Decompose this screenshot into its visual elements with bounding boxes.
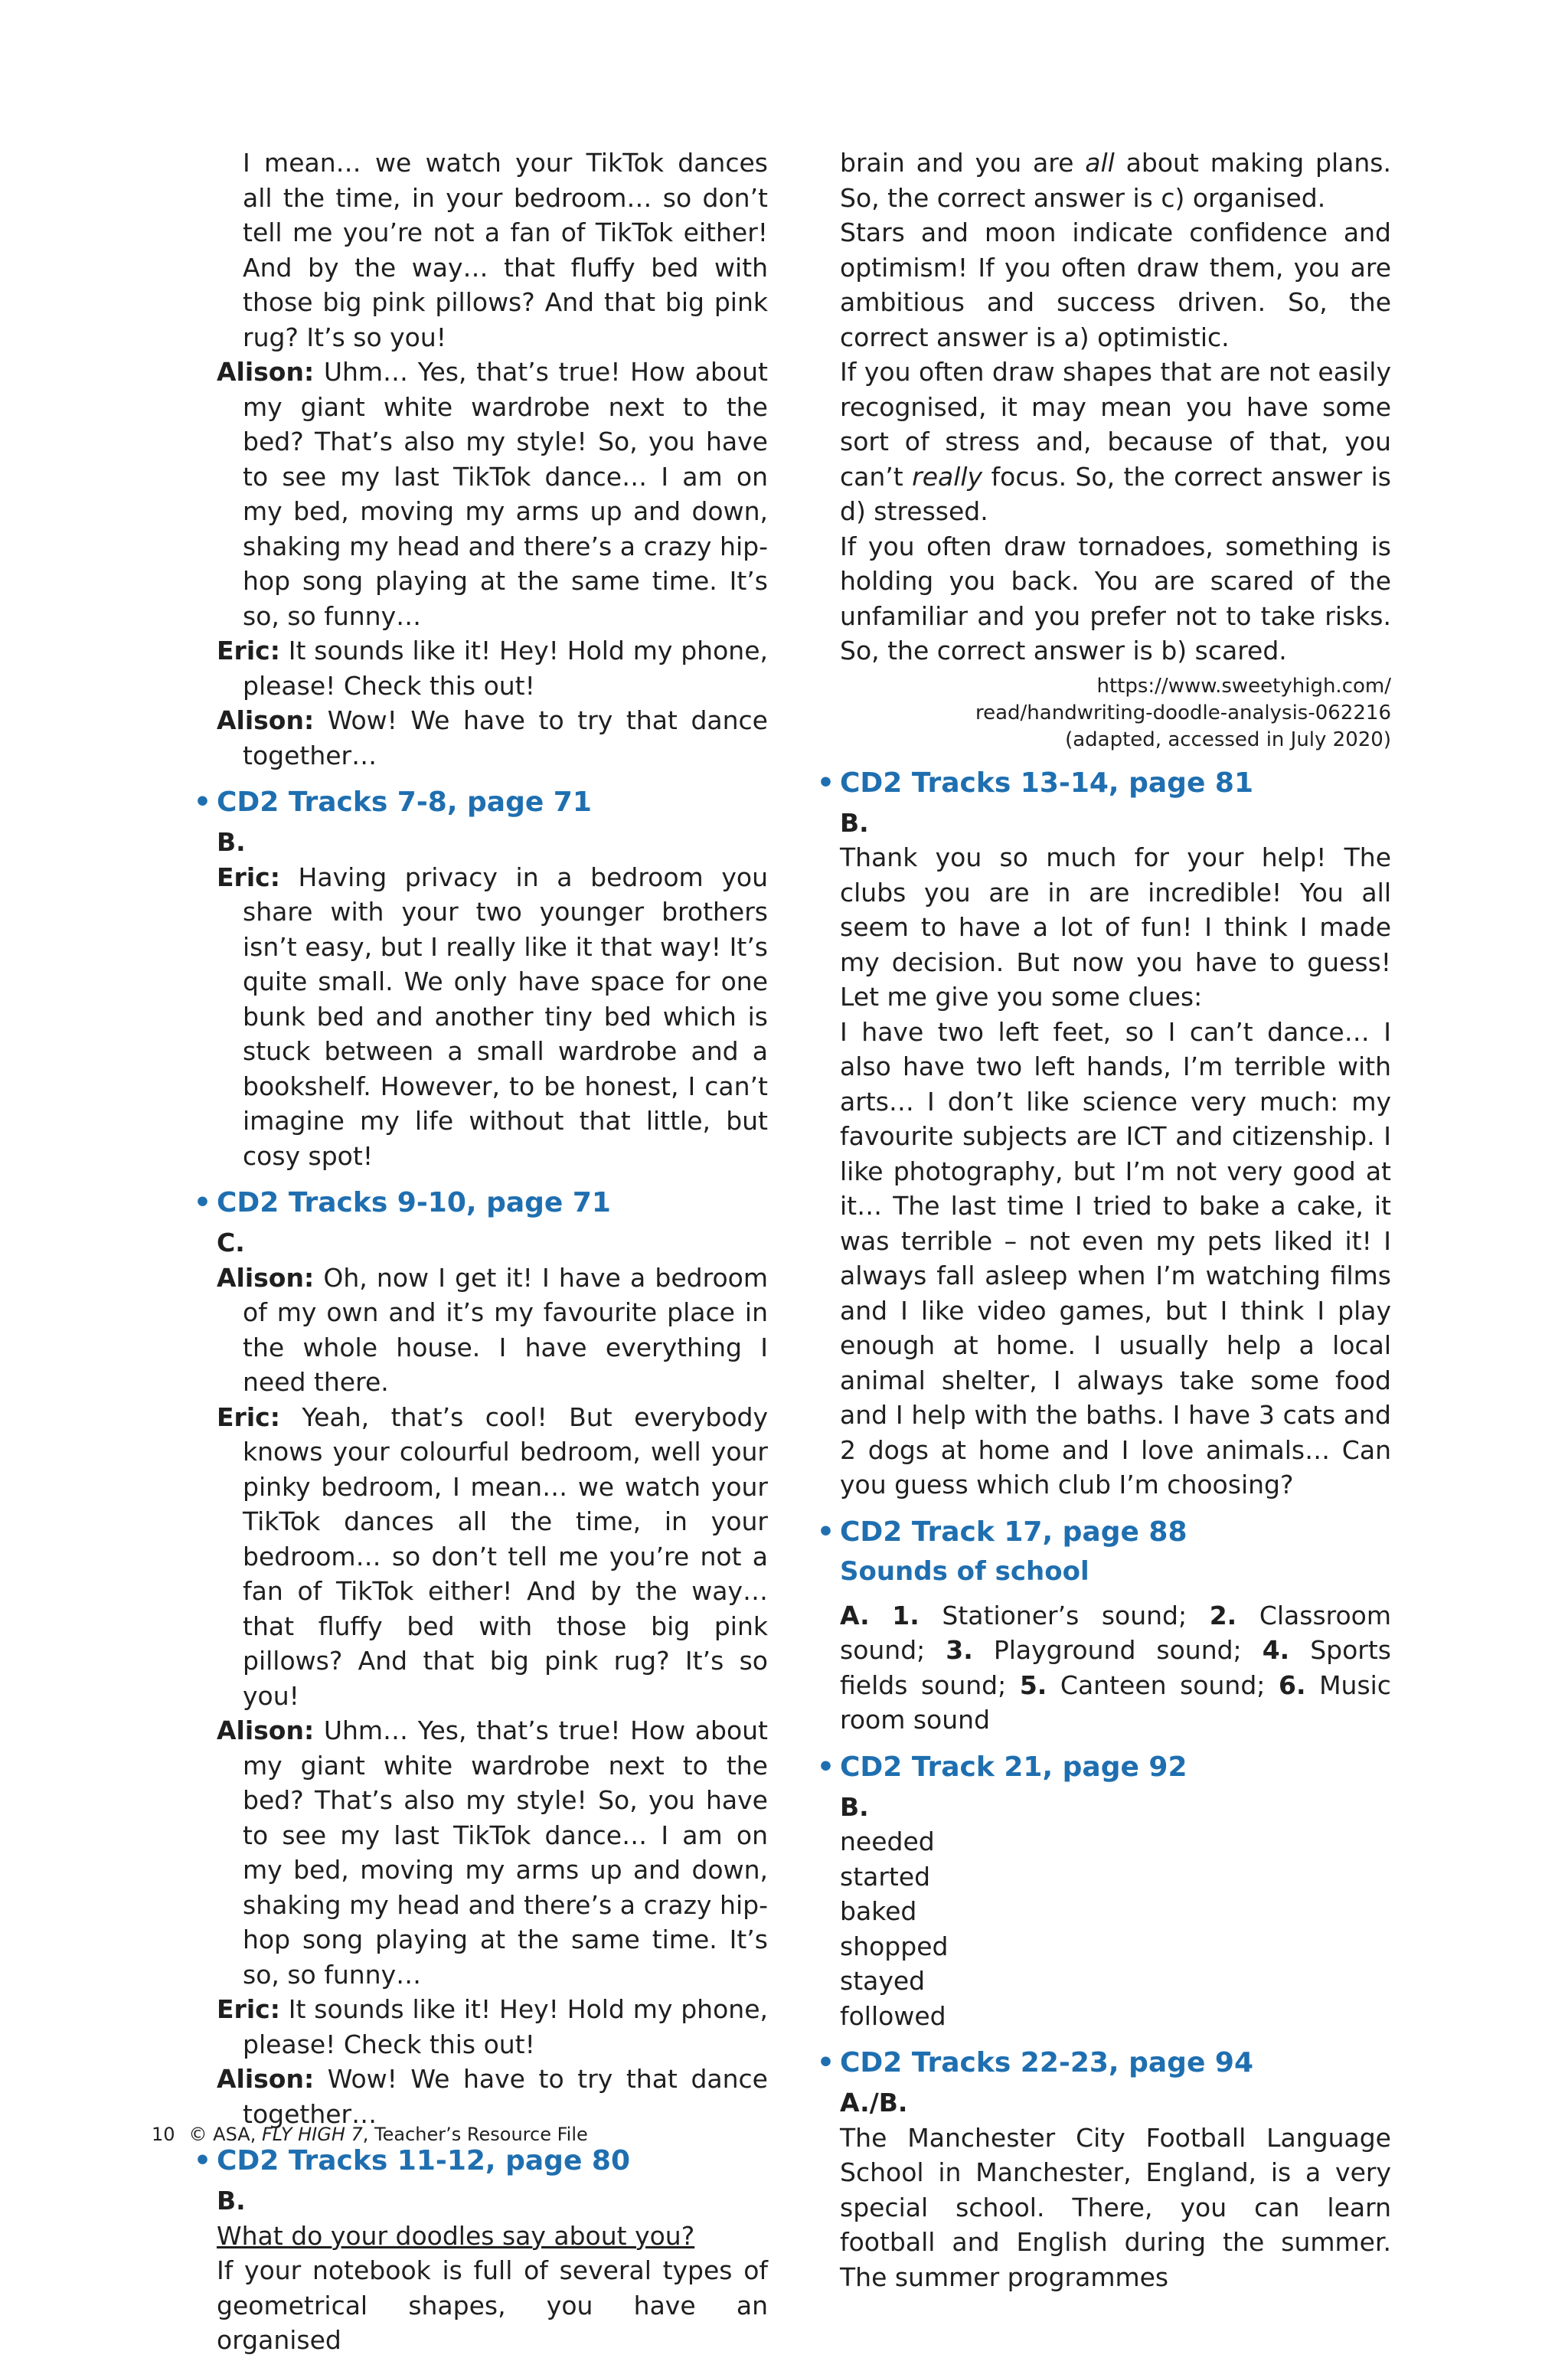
article-paragraph — [840, 355, 1391, 529]
text-run: brain and you are — [840, 148, 1086, 178]
item-text: Playground sound; — [993, 1635, 1242, 1665]
word-list — [840, 1824, 1391, 2033]
exercise-label: B. — [217, 2186, 246, 2216]
exercise-label: B. — [840, 1791, 869, 1822]
transcript-paragraph: I have two left feet, so I can’t dance… I also have two left hands, I’m terrible with arts… I don’t like science very much: my favourite subjects are ICT and citizenship. I like photography, but I’m not very good at it… The last time I tried to bake a cake, it was terrible – not even my pets liked it! I always fall asleep when I’m watching films and I like video games, but I think I play enough at home. I usually help a local animal shelter, I always take some food and I help with the baths. I have 3 cats and 2 dogs at home and I love animals… Can you guess which club I’m choosing? — [840, 1016, 1391, 1500]
section-heading-text: CD2 Tracks 22-23, page 94 — [840, 2047, 1253, 2078]
item-number: 3. — [946, 1635, 973, 1665]
speaker-name: Alison: — [217, 705, 315, 735]
article-title: What do your doodles say about you? — [217, 2220, 695, 2251]
source-url: https://www.sweetyhigh.com/ — [1096, 674, 1391, 698]
list-item: shopped — [840, 1931, 949, 1961]
bullet-icon: • — [817, 2047, 835, 2078]
section-heading — [817, 764, 1391, 803]
dialogue-text: Wow! We have to try that dance together… — [243, 705, 768, 770]
footer-suffix: , Teacher’s Resource File — [362, 2124, 588, 2145]
list-item: baked — [840, 1896, 917, 1926]
item-number: 5. — [1019, 1670, 1047, 1700]
exercise-label: A./B. — [840, 2088, 908, 2118]
section-heading-text: CD2 Track 17, page 88 — [840, 1516, 1187, 1548]
dialogue-text: Yeah, that’s cool! But everybody knows your colourful bedroom, well your pinky bedroom, I mean… we watch your TikTok dances all the time, in your bedroom… so don’t tell me you’re not a fan of TikTok either! And by the way… that fluffy bed with those big pink pillows? And that big pink rug? It’s so you! — [243, 1401, 768, 1711]
bullet-icon: • — [817, 767, 835, 799]
section-heading — [194, 1184, 768, 1222]
dialogue-text: Uhm… Yes, that’s true! How about my giant white wardrobe next to the bed? That’s also my style! So, you have to see my last TikTok dance… I am on my bed, moving my arms up and down, shaking my head and there’s a crazy hip-hop song playing at the same time. It’s so, so funny… — [243, 1715, 768, 1990]
section-heading-text: CD2 Tracks 13-14, page 81 — [840, 767, 1253, 799]
transcript-paragraph: The Manchester City Football Language School in Manchester, England, is a very special school. There, you can learn football and English during the summer. The summer programmes — [840, 2122, 1391, 2292]
dialogue-text: It sounds like it! Hey! Hold my phone, please! Check this out! — [243, 1994, 768, 2059]
dialogue-line — [217, 633, 768, 703]
dialogue-line — [217, 355, 768, 633]
speaker-name: Eric: — [217, 636, 280, 666]
dialogue-line — [217, 1261, 768, 1400]
speaker-name: Alison: — [217, 357, 315, 387]
item-number: 6. — [1278, 1670, 1306, 1700]
emphasis-text: all — [1085, 148, 1115, 178]
bullet-icon: • — [817, 1751, 835, 1783]
text-run: If you often draw shapes that are not easily recognised, it may mean you have some sort of stress and, because of that, you can’t — [840, 357, 1391, 492]
section-subheading: Sounds of school — [840, 1555, 1089, 1587]
list-item: started — [840, 1861, 931, 1892]
left-column — [194, 146, 768, 2358]
exercise-label: B. — [840, 807, 869, 838]
dialogue-continuation: I mean… we watch your TikTok dances all the time, in your bedroom… so don’t tell me you’re not a fan of TikTok either! And by the way… that fluffy bed with those big pink pillows? And that big pink rug? It’s so you! — [243, 148, 768, 352]
dialogue-line — [217, 1400, 768, 1714]
source-note: (adapted, accessed in July 2020) — [1065, 728, 1391, 751]
text-run: about making plans. So, the correct answer is c) organised. — [840, 148, 1391, 213]
bullet-icon: • — [194, 787, 212, 818]
dialogue-text: Oh, now I get it! I have a bedroom of my own and it’s my favourite place in the whole house. I have everything I need there. — [243, 1262, 768, 1397]
speaker-name: Alison: — [217, 1715, 315, 1745]
source-url: read/handwriting-doodle-analysis-062216 — [975, 701, 1391, 724]
item-number: 2. — [1209, 1600, 1237, 1630]
dialogue-text: Wow! We have to try that dance together… — [243, 2064, 768, 2129]
section-heading — [194, 783, 768, 822]
item-number: 1. — [892, 1600, 920, 1630]
dialogue-text: It sounds like it! Hey! Hold my phone, please! Check this out! — [243, 636, 768, 701]
item-text: Music room sound — [840, 1670, 1391, 1735]
section-heading — [194, 2142, 768, 2180]
bullet-icon: • — [817, 1516, 835, 1548]
text-run: focus. So, the correct answer is d) stressed. — [840, 461, 1391, 526]
exercise-label: A. — [840, 1600, 870, 1630]
speaker-name: Eric: — [217, 1401, 280, 1432]
bullet-icon: • — [194, 1187, 212, 1218]
dialogue-text: Having privacy in a bedroom you share with your two younger brothers isn’t easy, but I really like it that way! It’s quite small. We only have space for one bunk bed and another tiny bed which is stuck between a small wardrobe and a bookshelf. However, to be honest, I can’t imagine my life without that little, but cosy spot! — [243, 862, 768, 1171]
footer-prefix: © ASA, — [188, 2124, 262, 2145]
article-paragraph — [840, 146, 1391, 215]
transcript-paragraph: Thank you so much for your help! The clubs you are in are incredible! You all seem to have a lot of fun! I think I made my decision. But now you have to guess! Let me give you some clues: — [840, 842, 1391, 1012]
section-heading — [817, 2044, 1391, 2082]
speaker-name: Alison: — [217, 2064, 315, 2094]
section-heading — [817, 1748, 1391, 1787]
list-item: needed — [840, 1827, 935, 1856]
dialogue-line — [217, 1713, 768, 1992]
speaker-name: Eric: — [217, 862, 280, 892]
book-title: FLY HIGH 7 — [261, 2124, 363, 2145]
page-footer — [152, 2121, 588, 2147]
section-heading-text: CD2 Track 21, page 92 — [840, 1751, 1187, 1783]
dialogue-text: Uhm… Yes, that’s true! How about my giant white wardrobe next to the bed? That’s also my style! So, you have to see my last TikTok dance… I am on my bed, moving my arms up and down, shaking my head and there’s a crazy hip-hop song playing at the same time. It’s so, so funny… — [243, 357, 768, 631]
item-text: Canteen sound; — [1060, 1670, 1266, 1700]
section-heading-text: CD2 Tracks 9-10, page 71 — [217, 1187, 611, 1218]
right-column — [817, 146, 1391, 2294]
emphasis-text: really — [912, 461, 983, 492]
dialogue-line — [217, 703, 768, 773]
item-text: Sports fields sound; — [840, 1635, 1391, 1700]
page-number: 10 — [152, 2124, 175, 2145]
section-heading-text: CD2 Tracks 7-8, page 71 — [217, 787, 592, 818]
article-paragraph: If you often draw tornadoes, something is holding you back. You are scared of the unfamiliar and you prefer not to take risks. So, the correct answer is b) scared. — [840, 531, 1391, 666]
dialogue-line — [217, 860, 768, 1174]
source-citation — [840, 673, 1391, 754]
list-item: followed — [840, 2000, 946, 2031]
item-text: Stationer’s sound; — [942, 1600, 1187, 1630]
dialogue-line — [217, 1992, 768, 2062]
article-text: If your notebook is full of several types of geometrical shapes, you have an organised — [217, 2255, 768, 2355]
section-heading — [817, 1513, 1391, 1552]
speaker-name: Eric: — [217, 1994, 280, 2024]
exercise-label: C. — [217, 1228, 245, 1257]
bullet-icon: • — [194, 2145, 212, 2176]
section-heading-text: CD2 Tracks 11-12, page 80 — [217, 2145, 630, 2176]
answer-list — [840, 1598, 1391, 1738]
item-text: Classroom sound; — [840, 1600, 1391, 1665]
article-paragraph: Stars and moon indicate confidence and optimism! If you often draw them, you are ambitious and success driven. So, the correct answer is a) optimistic. — [840, 217, 1391, 352]
item-number: 4. — [1262, 1635, 1290, 1665]
exercise-label: B. — [217, 827, 246, 857]
speaker-name: Alison: — [217, 1262, 315, 1293]
list-item: stayed — [840, 1966, 926, 1996]
